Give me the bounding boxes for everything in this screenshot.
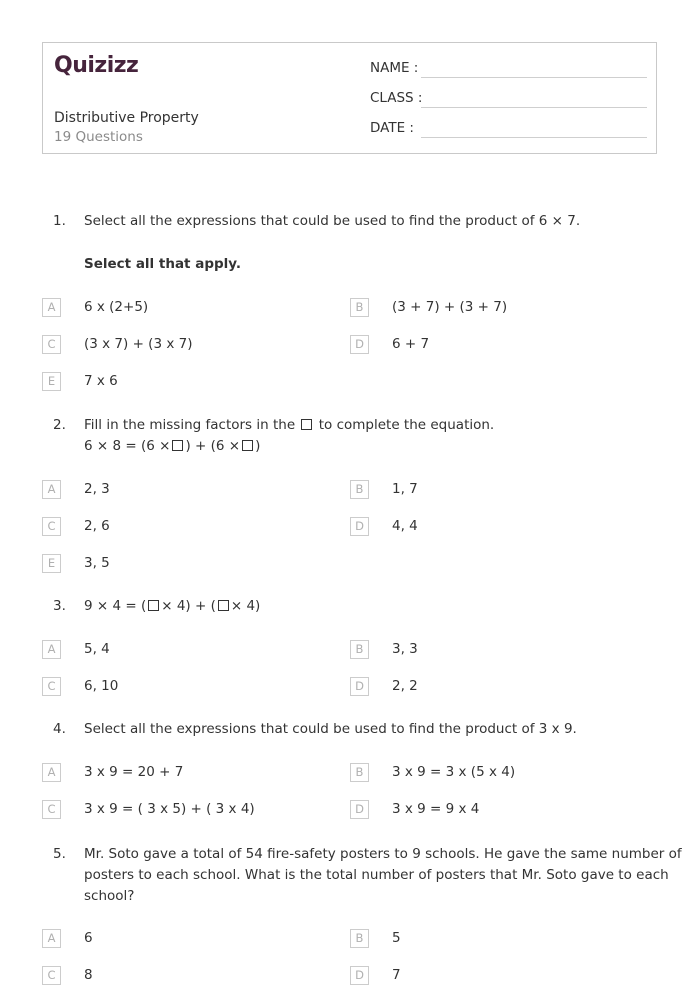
question-text: Select all the expressions that could be used to find the product of 6 × 7. (84, 213, 581, 229)
option-text: 2, 6 (84, 518, 110, 534)
option-text: 3 x 9 = 9 x 4 (392, 801, 480, 817)
option-badge: C (42, 517, 61, 536)
option-text: 7 (392, 967, 401, 983)
option-text: 7 x 6 (84, 373, 118, 389)
class-line (421, 107, 647, 108)
blank-box (242, 440, 253, 451)
question-count: 19 Questions (54, 129, 143, 145)
option-badge: B (350, 640, 369, 659)
option-text: 2, 3 (84, 481, 110, 497)
option-badge: D (350, 800, 369, 819)
option-text: 6 x (2+5) (84, 299, 149, 315)
option-badge: A (42, 929, 61, 948)
option-text: 5, 4 (84, 641, 110, 657)
question-number: 4. (53, 721, 66, 737)
option-text: 3, 3 (392, 641, 418, 657)
option-text: 3 x 9 = 20 + 7 (84, 764, 184, 780)
question-note: Select all that apply. (84, 256, 241, 272)
option-text: 6 (84, 930, 93, 946)
option-text: 3 x 9 = ( 3 x 5) + ( 3 x 4) (84, 801, 255, 817)
worksheet-header (42, 42, 657, 154)
question-number: 5. (53, 846, 66, 862)
option-badge: B (350, 298, 369, 317)
worksheet-title: Distributive Property (54, 110, 199, 126)
option-text: 1, 7 (392, 481, 418, 497)
option-text: 5 (392, 930, 401, 946)
option-badge: E (42, 372, 61, 391)
option-badge: D (350, 335, 369, 354)
blank-box (301, 419, 312, 430)
option-text: 6 + 7 (392, 336, 430, 352)
question-number: 1. (53, 213, 66, 229)
class-label: CLASS : (370, 90, 423, 106)
option-badge: D (350, 517, 369, 536)
option-badge: D (350, 677, 369, 696)
option-badge: A (42, 763, 61, 782)
blank-box (172, 440, 183, 451)
name-line (421, 77, 647, 78)
question-text-line: posters to each school. What is the total number of posters that Mr. Soto gave to each (84, 867, 669, 883)
option-badge: B (350, 763, 369, 782)
option-text: 3 x 9 = 3 x (5 x 4) (392, 764, 516, 780)
option-badge: A (42, 480, 61, 499)
option-badge: C (42, 335, 61, 354)
option-badge: C (42, 966, 61, 985)
option-badge: A (42, 640, 61, 659)
option-text: 6, 10 (84, 678, 119, 694)
question-number: 2. (53, 417, 66, 433)
option-text: 2, 2 (392, 678, 418, 694)
date-label: DATE : (370, 120, 414, 136)
option-badge: E (42, 554, 61, 573)
option-badge: B (350, 929, 369, 948)
option-text: 4, 4 (392, 518, 418, 534)
quizizz-logo: Quizizz (54, 53, 139, 78)
name-label: NAME : (370, 60, 419, 76)
blank-box (218, 600, 229, 611)
option-badge: D (350, 966, 369, 985)
question-text-line: school? (84, 888, 135, 904)
option-text: (3 + 7) + (3 + 7) (392, 299, 508, 315)
question-text: Fill in the missing factors in the to complete the equation. (84, 417, 495, 433)
question-equation: 9 × 4 = ( × 4) + ( × 4) (84, 598, 261, 614)
option-badge: C (42, 677, 61, 696)
date-line (421, 137, 647, 138)
option-badge: C (42, 800, 61, 819)
question-text: Select all the expressions that could be used to find the product of 3 x 9. (84, 721, 577, 737)
blank-box (148, 600, 159, 611)
option-text: 3, 5 (84, 555, 110, 571)
option-badge: B (350, 480, 369, 499)
option-text: 8 (84, 967, 93, 983)
option-text: (3 x 7) + (3 x 7) (84, 336, 193, 352)
question-text-line: Mr. Soto gave a total of 54 fire-safety posters to 9 schools. He gave the same number of (84, 846, 682, 862)
question-number: 3. (53, 598, 66, 614)
question-equation: 6 × 8 = (6 × ) + (6 × ) (84, 438, 261, 454)
option-badge: A (42, 298, 61, 317)
